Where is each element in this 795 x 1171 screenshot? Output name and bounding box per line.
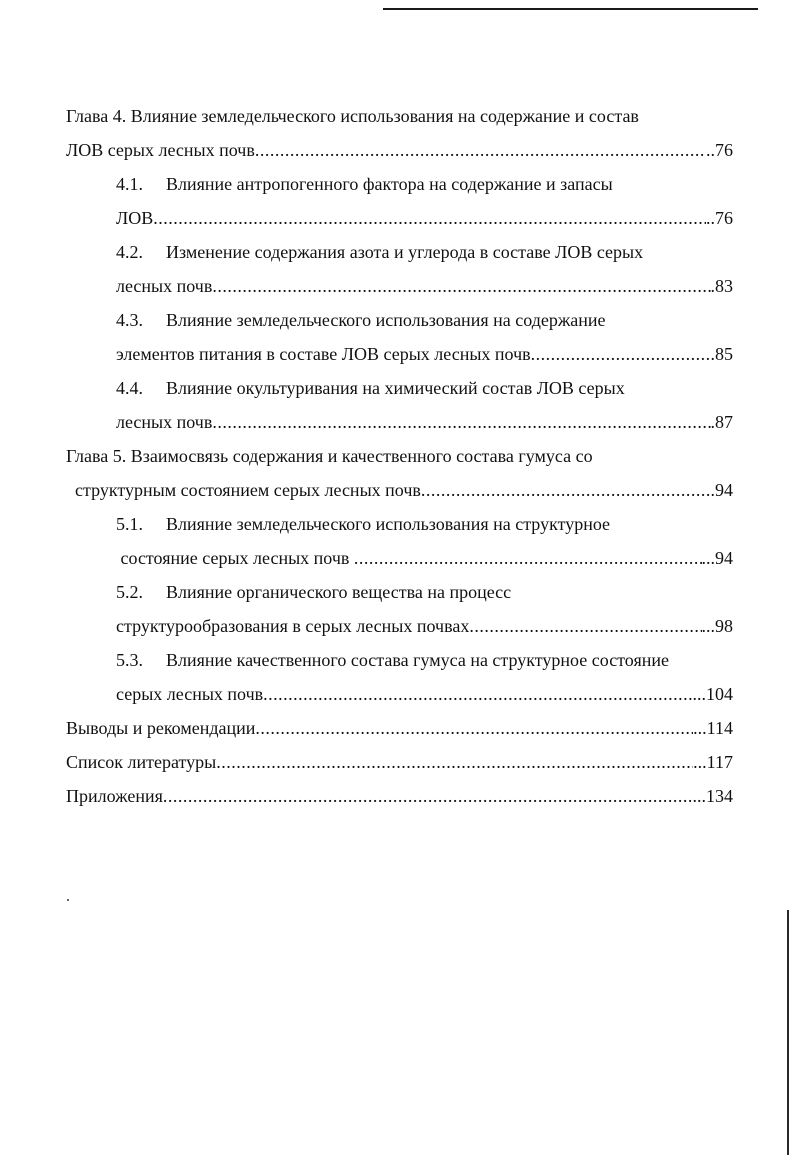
dot-leader [153,206,706,230]
scan-edge-top [383,8,758,10]
toc-section-heading [66,308,733,342]
toc-section-number: 4.2. [116,242,143,262]
toc-section-number: 4.4. [116,378,143,398]
toc-text: Выводы и рекомендации [66,718,256,738]
toc-page-number: ...94 [701,548,733,568]
toc-text: Влияние органического вещества на процесс [166,582,512,602]
toc-section-number: 4.3. [116,310,143,330]
toc-text: ЛОВ серых лесных почв [66,140,255,160]
toc-text: серых лесных почв [116,684,264,704]
dot-leader [216,750,693,774]
toc-text: Влияние земледельческого использования на структурное [166,514,611,534]
dot-leader [163,784,693,808]
toc-page-number: .94 [710,480,733,500]
toc-page-number: ...134 [692,786,733,806]
toc-text: Глава 5. Взаимосвязь содержания и качественного состава гумуса со [66,446,593,466]
toc-entry[interactable] [66,546,733,580]
toc-page-number: ..76 [706,208,733,228]
toc-section-number: 5.2. [116,582,143,602]
toc-text: Влияние окультуривания на химический состав ЛОВ серых [166,378,625,398]
dot-leader [421,478,711,502]
table-of-contents [66,104,733,818]
toc-page-number: ..76 [706,140,733,160]
dot-leader [531,342,711,366]
toc-entry[interactable] [66,342,733,376]
toc-text: Список литературы [66,752,217,772]
toc-page-number: .83 [710,276,733,296]
toc-text: Влияние антропогенного фактора на содержание и запасы [166,174,613,194]
dot-leader [354,546,702,570]
toc-page-number: ...104 [692,684,733,704]
toc-entry[interactable] [66,614,733,648]
toc-section-heading [66,172,733,206]
toc-text: Изменение содержания азота и углерода в составе ЛОВ серых [166,242,644,262]
toc-section-heading [66,512,733,546]
toc-text: состояние серых лесных почв [116,548,354,568]
toc-entry-appendices[interactable] [66,784,733,818]
toc-section-heading [66,240,733,274]
toc-page-number: ...114 [693,718,733,738]
toc-text: Влияние земледельческого использования на содержание [166,310,606,330]
toc-text: структурообразования в серых лесных почвах [116,616,470,636]
dot-leader [212,274,710,298]
dot-leader [263,682,692,706]
toc-entry[interactable] [66,206,733,240]
toc-text: Приложения [66,786,163,806]
toc-text: лесных почв [116,412,213,432]
toc-section-number: 5.3. [116,650,143,670]
dot-leader [212,410,710,434]
toc-entry[interactable] [66,138,733,172]
toc-text: ЛОВ [116,208,154,228]
toc-chapter-heading [66,104,733,138]
scan-edge-right [787,910,789,1155]
toc-entry[interactable] [66,410,733,444]
toc-section-heading [66,580,733,614]
toc-entry-conclusions[interactable] [66,716,733,750]
toc-text: Глава 4. Влияние земледельческого использования на содержание и состав [66,106,639,126]
toc-page-number: .87 [710,412,733,432]
toc-section-heading [66,376,733,410]
toc-entry-references[interactable] [66,750,733,784]
toc-page-number: .85 [710,344,733,364]
toc-section-number: 4.1. [116,174,143,194]
toc-text: Влияние качественного состава гумуса на структурное состояние [166,650,669,670]
toc-chapter-heading [66,444,733,478]
toc-text: структурным состоянием серых лесных почв [66,480,421,500]
toc-entry[interactable] [66,478,733,512]
scan-speck [67,899,69,901]
dot-leader [469,614,701,638]
toc-entry[interactable] [66,682,733,716]
toc-text: лесных почв [116,276,213,296]
dot-leader [255,138,706,162]
toc-page-number: ...98 [701,616,733,636]
toc-text: элементов питания в составе ЛОВ серых лесных почв [116,344,531,364]
toc-entry[interactable] [66,274,733,308]
dot-leader [255,716,693,740]
toc-section-heading [66,648,733,682]
toc-section-number: 5.1. [116,514,143,534]
toc-page-number: ...117 [693,752,733,772]
